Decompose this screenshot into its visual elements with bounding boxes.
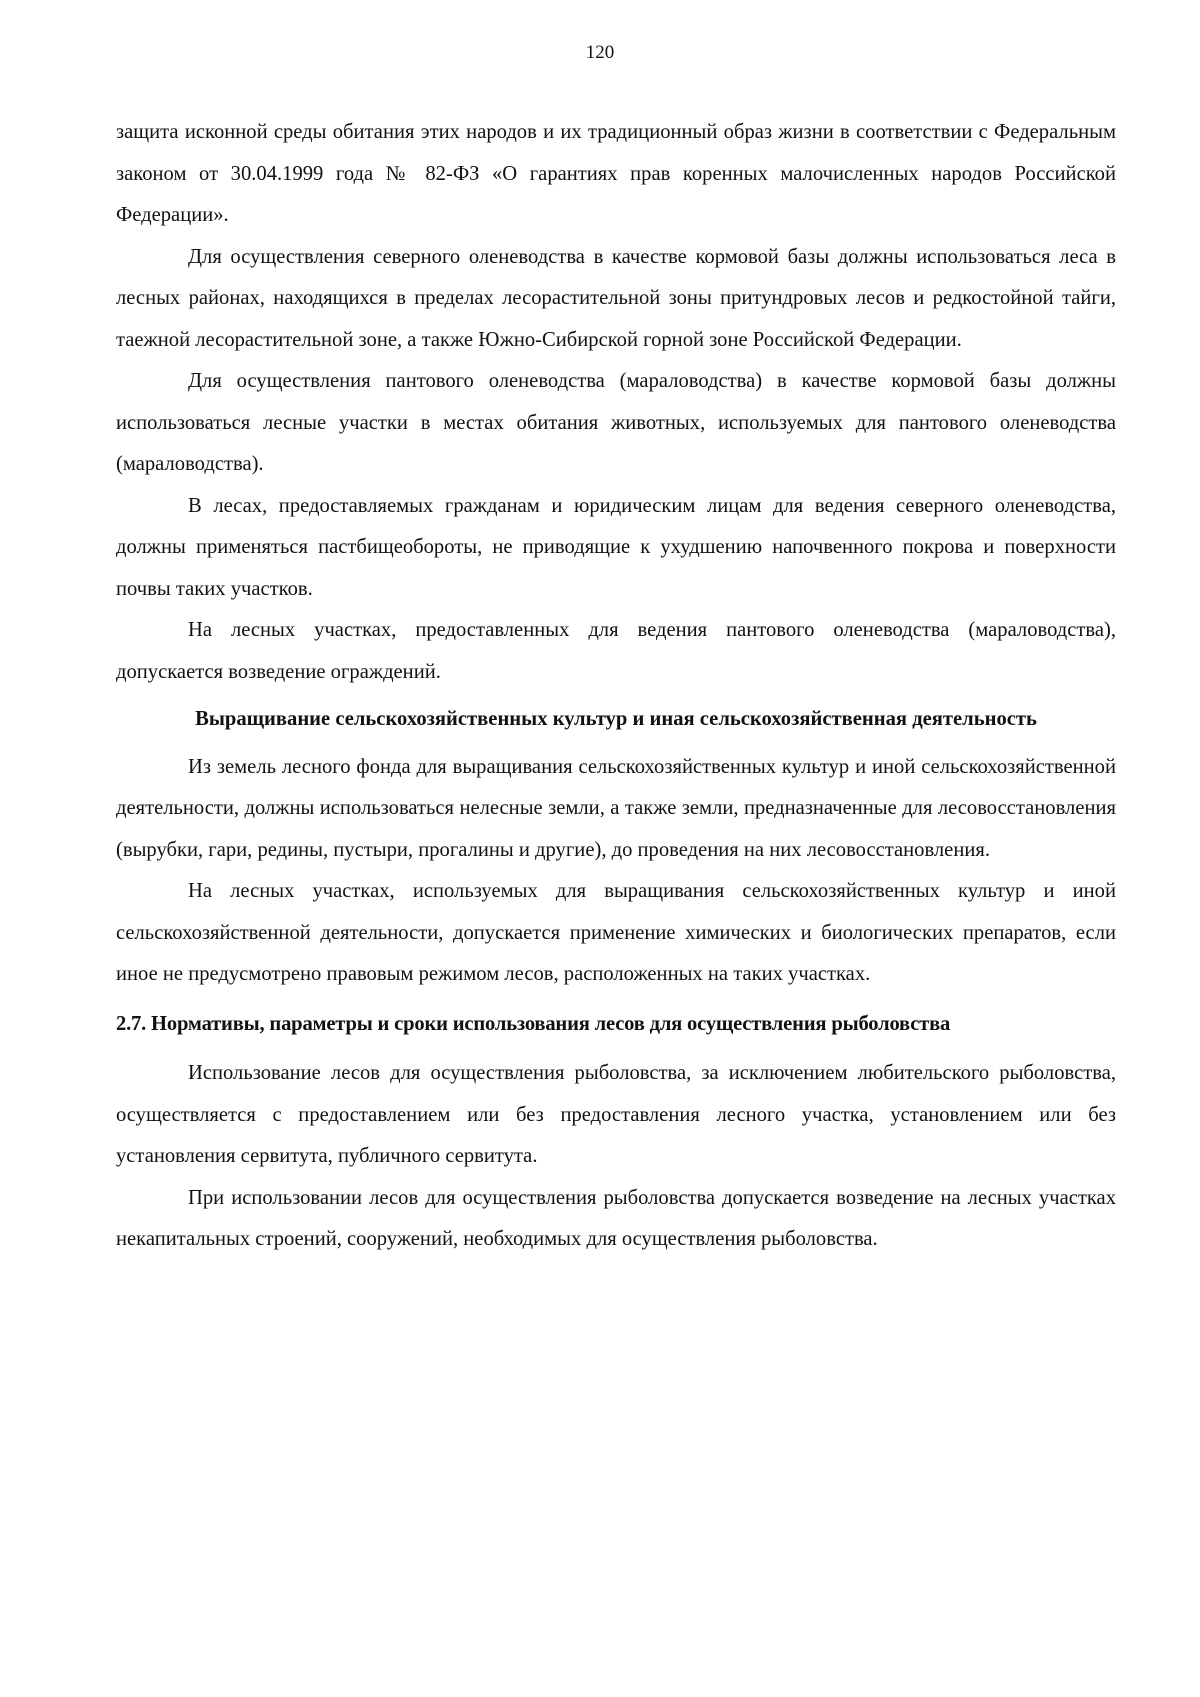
page-content [116,112,1116,1261]
paragraph: Для осуществления северного оленеводства в качестве кормовой базы должны использоваться леса в лесных районах, находящихся в пределах лесорастительной зоны притундровых лесов и редкостойной тайги, таежной лесорастительной зоне, а также Южно-Сибирской горной зоне Российской Федерации. [116,245,1116,351]
paragraph: В лесах, предоставляемых гражданам и юридическим лицам для ведения северного оленеводства, должны применяться пастбищеобороты, не приводящие к ухудшению напочвенного покрова и поверхности почвы таких участков. [116,494,1116,600]
heading-agriculture: Выращивание сельскохозяйственных культур и иная сельскохозяйственная деятельность [195,708,1037,730]
paragraph: Для осуществления пантового оленеводства (мараловодства) в качестве кормовой базы должны использоваться лесные участки в местах обитания животных, используемых для пантового оленеводства (мараловодства). [116,370,1116,475]
paragraph: При использовании лесов для осуществления рыболовства допускается возведение на лесных участках некапитальных строений, сооружений, необходимых для осуществления рыболовства. [116,1186,1116,1250]
page-number: 120 [585,42,615,63]
heading-fishing: 2.7. Нормативы, параметры и сроки использования лесов для осуществления рыболовства [116,1012,951,1035]
paragraph: защита исконной среды обитания этих народов и их традиционный образ жизни в соответствии с Федеральным законом от 30.04.1999 года № 82-ФЗ «О гарантиях прав коренных малочисленных народов Российской Федерации». [116,121,1116,226]
paragraph: Использование лесов для осуществления рыболовства, за исключением любительского рыболовства, осуществляется с предоставлением или без предоставления лесного участка, установлением или без установления сервитута, публичного сервитута. [116,1062,1116,1167]
paragraph: Из земель лесного фонда для выращивания сельскохозяйственных культур и иной сельскохозяйственной деятельности, должны использоваться нелесные земли, а также земли, предназначенные для лесовосстановления (вырубки, гари, редины, пустыри, прогалины и другие), до проведения на них лесовосстановления. [116,755,1116,861]
paragraph: На лесных участках, используемых для выращивания сельскохозяйственных культур и иной сельскохозяйственной деятельности, допускается применение химических и биологических препаратов, если иное не предусмотрено правовым режимом лесов, расположенных на таких участках. [116,880,1116,985]
paragraph: На лесных участках, предоставленных для ведения пантового оленеводства (мараловодства), допускается возведение ограждений. [116,619,1116,683]
